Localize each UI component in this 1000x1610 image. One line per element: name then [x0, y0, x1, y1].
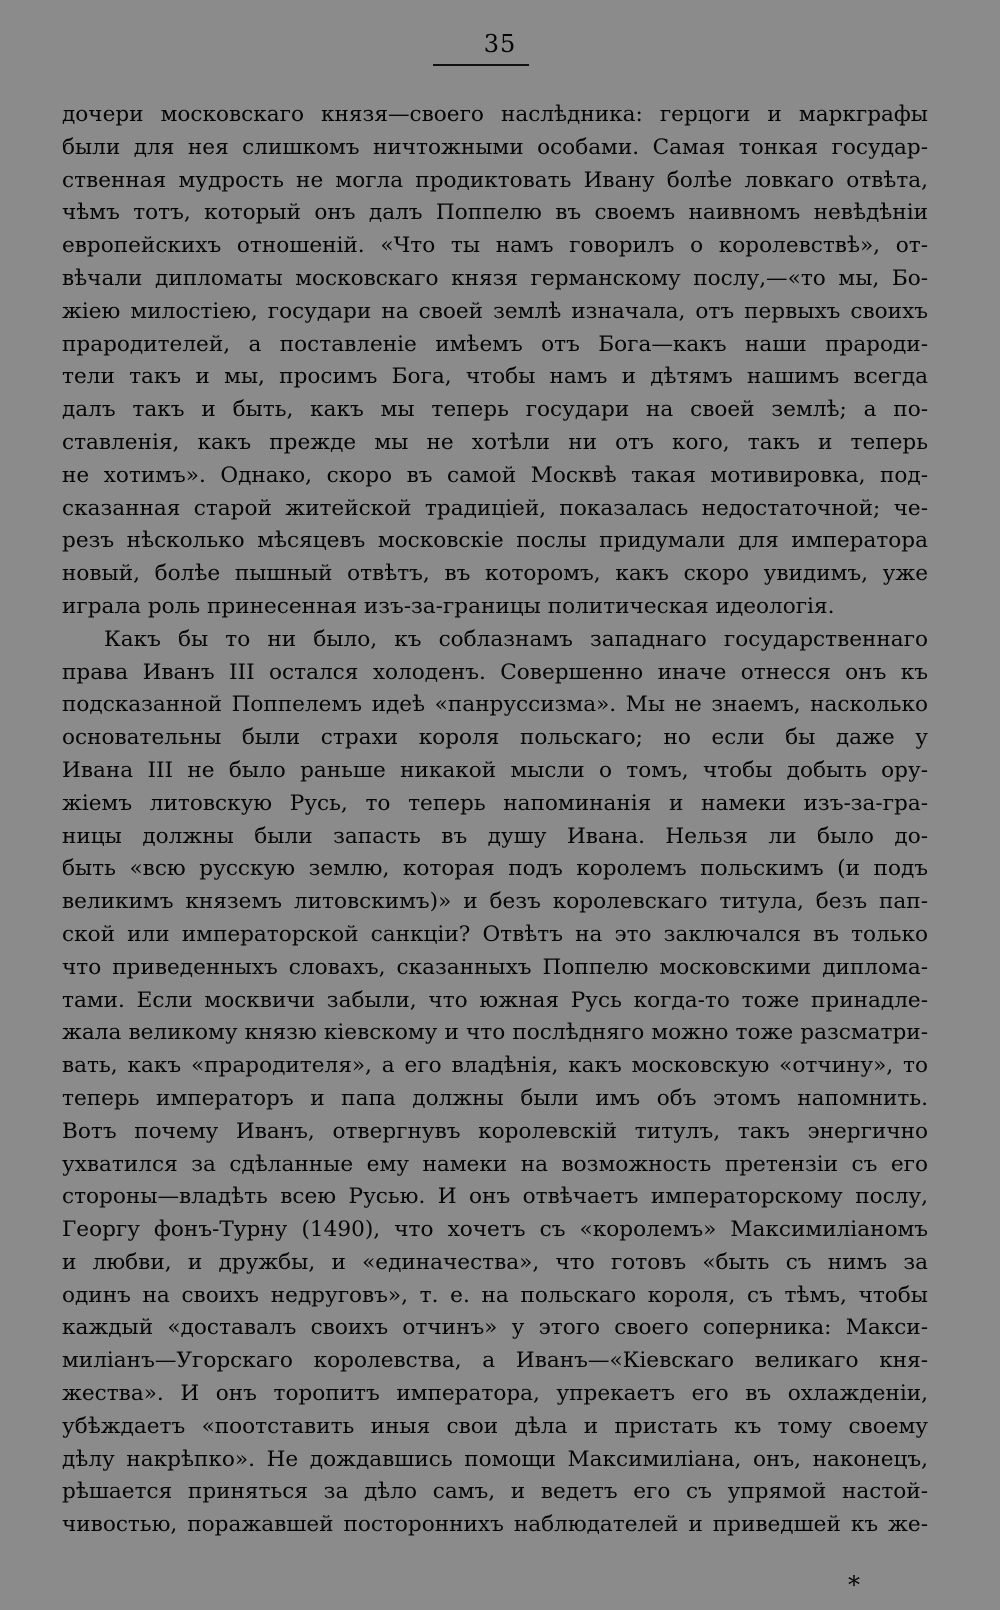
text-line: не хотимъ». Однако, скоро въ самой Москвѣ такая мотивировка, под-: [62, 462, 928, 488]
text-line: что приведенныхъ словахъ, сказанныхъ Поппелю московскими диплома-: [62, 954, 928, 980]
text-line: убѣждаетъ «поотставить иныя свои дѣла и пристать къ тому своему: [62, 1413, 928, 1439]
text-line: жества». И онъ торопитъ императора, упрекаетъ его въ охлажденіи,: [62, 1381, 928, 1407]
text-line: теперь императоръ и папа должны были имъ объ этомъ напомнить.: [62, 1085, 928, 1111]
text-line: основательны были страхи короля польскаго; но если бы даже у: [62, 725, 928, 751]
text-line: быть «всю русскую землю, которая подъ королемъ польскимъ (и подъ: [62, 856, 928, 882]
text-line: ставленія, какъ прежде мы не хотѣли ни отъ кого, такъ и теперь: [62, 429, 928, 455]
text-line: стороны—владѣть всею Русью. И онъ отвѣчаетъ императорскому послу,: [62, 1184, 928, 1210]
text-line: европейскихъ отношеній. «Что ты намъ говорилъ о королевствѣ», от-: [62, 233, 928, 259]
text-line: играла роль принесенная изъ-за-границы политическая идеологія.: [62, 593, 835, 619]
text-line: дѣлу накрѣпко». Не дождавшись помощи Максимиліана, онъ, наконецъ,: [62, 1446, 928, 1472]
text-line: вѣчали дипломаты московскаго князя германскому послу,—«то мы, Бо-: [62, 265, 928, 291]
text-line: права Иванъ III остался холоденъ. Совершенно иначе отнесся онъ къ: [62, 659, 928, 685]
text-line: ухватился за сдѣланные ему намеки на возможность претензіи съ его: [62, 1151, 928, 1177]
text-line: были для нея слишкомъ ничтожными особами. Самая тонкая государ-: [62, 134, 928, 160]
text-line: Вотъ почему Иванъ, отвергнувъ королевскій титулъ, такъ энергично: [62, 1118, 928, 1144]
text-line: тели такъ и мы, просимъ Бога, чтобы намъ и дѣтямъ нашимъ всегда: [62, 364, 928, 390]
text-line: жіемъ литовскую Русь, то теперь напоминанія и намеки изъ-за-гра-: [62, 790, 928, 816]
text-line: вать, какъ «прародителя», а его владѣнія, какъ московскую «отчину», то: [62, 1053, 928, 1079]
text-line: миліанъ—Угорскаго королевства, а Иванъ—«Кіевскаго великаго кня-: [62, 1348, 928, 1374]
text-line: чивостью, поражавшей постороннихъ наблюдателей и приведшей къ же-: [62, 1512, 928, 1538]
text-line: Георгу фонъ-Турну (1490), что хочетъ съ «королемъ» Максимиліаномъ: [62, 1217, 928, 1243]
text-line: рѣшается приняться за дѣло самъ, и ведетъ его съ упрямой настой-: [62, 1479, 928, 1505]
text-line: резъ нѣсколько мѣсяцевъ московскіе послы придумали для императора: [62, 528, 928, 554]
text-line: ницы должны были запасть въ душу Ивана. Нельзя ли было до-: [62, 823, 928, 849]
text-line: подсказанной Поппелемъ идеѣ «панруссизма». Мы не знаемъ, насколько: [62, 692, 928, 718]
text-line: и любви, и дружбы, и «единачества», что готовъ «быть съ нимъ за: [62, 1249, 928, 1275]
text-line: прародителей, а поставленіе имѣемъ отъ Бога—какъ наши прароди-: [62, 331, 928, 357]
text-line: Ивана III не было раньше никакой мысли о томъ, чтобы добыть ору-: [62, 757, 928, 783]
text-line: одинъ на своихъ недруговъ», т. е. на польскаго короля, съ тѣмъ, чтобы: [62, 1282, 928, 1308]
footnote-mark: *: [848, 1571, 860, 1599]
text-line: дочери московскаго князя—своего наслѣдника: герцоги и маркграфы: [62, 102, 928, 127]
text-line: далъ такъ и быть, какъ мы теперь государи на своей землѣ; а по-: [62, 397, 928, 423]
text-line: сказанная старой житейской традиціей, показалась недостаточной; че-: [62, 495, 928, 521]
text-line: ственная мудрость не могла продиктовать Ивану болѣе ловкаго отвѣта,: [62, 167, 928, 193]
text-line: новый, болѣе пышный отвѣтъ, въ которомъ, какъ скоро увидимъ, уже: [62, 561, 928, 587]
text-line: Какъ бы то ни было, къ соблазнамъ западнаго государственнаго: [104, 626, 928, 652]
text-line: тами. Если москвичи забыли, что южная Русь когда-то тоже принадле-: [62, 987, 928, 1013]
text-line: жіею милостіею, государи на своей землѣ изначала, отъ первыхъ своихъ: [62, 298, 928, 324]
text-line: ской или императорской санкціи? Отвѣтъ на это заключался въ только: [62, 921, 928, 947]
text-line: великимъ княземъ литовскимъ)» и безъ королевскаго титула, безъ пап-: [62, 889, 928, 915]
page-number-rule: [433, 64, 529, 66]
page-number: 35: [483, 30, 517, 58]
text-line: чѣмъ тотъ, который онъ далъ Поппелю въ своемъ наивномъ невѣдѣніи: [62, 200, 928, 226]
text-line: каждый «доставалъ своихъ отчинъ» у этого своего соперника: Макси-: [62, 1315, 928, 1341]
text-line: жала великому князю кіевскому и что послѣдняго можно тоже разсматри-: [62, 1020, 928, 1046]
body-text: [62, 99, 928, 1542]
